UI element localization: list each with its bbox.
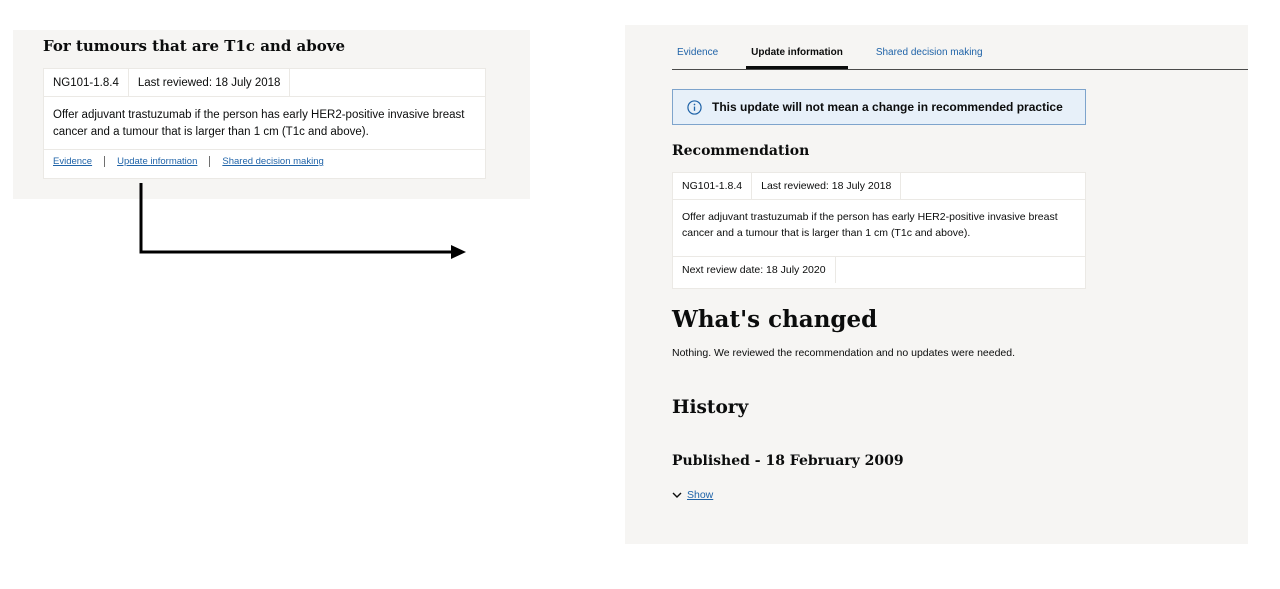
last-reviewed: Last reviewed: 18 July 2018 <box>129 69 291 96</box>
tab-evidence[interactable]: Evidence <box>677 46 719 58</box>
recommendation-box <box>672 172 1086 289</box>
update-information-panel <box>625 25 1248 544</box>
card-title: For tumours that are T1c and above <box>43 37 345 55</box>
published-heading: Published - 18 February 2009 <box>672 453 904 469</box>
meta-row <box>44 69 485 97</box>
link-divider <box>209 156 210 167</box>
info-banner <box>672 89 1086 125</box>
recommendation-id: NG101-1.8.4 <box>673 173 752 199</box>
show-toggle[interactable] <box>672 489 713 501</box>
chevron-down-icon <box>672 491 682 499</box>
evidence-link[interactable]: Evidence <box>53 156 93 167</box>
whats-changed-text: Nothing. We reviewed the recommendation and no updates were needed. <box>672 347 1016 359</box>
shared-decision-making-link[interactable]: Shared decision making <box>222 156 324 167</box>
banner-text: This update will not mean a change in recommended practice <box>712 100 1063 114</box>
last-reviewed: Last reviewed: 18 July 2018 <box>752 173 901 199</box>
tab-bar <box>672 35 1248 70</box>
tab-shared-decision-making[interactable]: Shared decision making <box>875 46 983 58</box>
card-links <box>44 150 485 173</box>
recommendation-id: NG101-1.8.4 <box>44 69 129 96</box>
recommendation-card <box>13 30 530 199</box>
link-divider <box>104 156 105 167</box>
recommendation-box <box>43 68 486 179</box>
recommendation-text: Offer adjuvant trastuzumab if the person has early HER2-positive invasive breast cancer and a tumour that is larger than 1 cm (T1c and above). <box>44 97 485 150</box>
arrow-head-icon <box>451 245 466 259</box>
recommendation-text: Offer adjuvant trastuzumab if the person has early HER2-positive invasive breast cancer and a tumour that is larger than 1 cm (T1c and above). <box>673 200 1085 257</box>
next-review-row <box>673 257 1085 283</box>
recommendation-heading: Recommendation <box>672 143 810 159</box>
meta-row <box>673 173 1085 200</box>
tab-update-information[interactable]: Update information <box>746 35 848 69</box>
history-heading: History <box>672 397 749 418</box>
info-icon <box>687 100 702 115</box>
whats-changed-heading: What's changed <box>672 306 878 333</box>
show-link[interactable]: Show <box>687 489 714 501</box>
next-review-date: Next review date: 18 July 2020 <box>673 257 836 283</box>
update-information-link[interactable]: Update information <box>117 156 198 167</box>
